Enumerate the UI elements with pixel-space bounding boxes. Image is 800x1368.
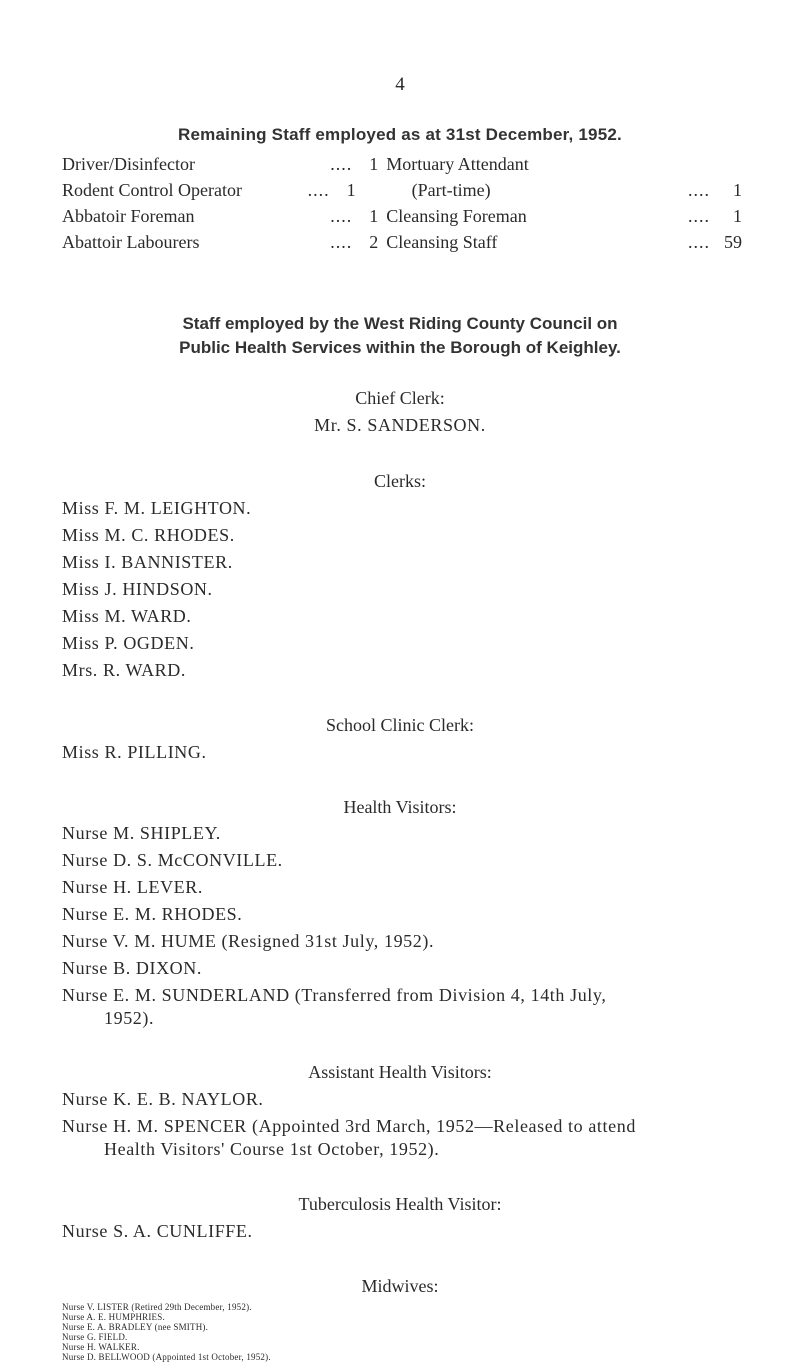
- leader-dots: ....: [688, 206, 710, 226]
- staff-role: Driver/Disinfector: [62, 154, 195, 174]
- school-clinic-clerk-name: Miss R. PILLING.: [62, 742, 207, 762]
- staff-role: Mortuary Attendant: [386, 154, 529, 174]
- page-number: 4: [395, 74, 405, 95]
- clerk-name: Miss J. HINDSON.: [62, 579, 213, 599]
- health-visitor-name: Nurse D. S. McCONVILLE.: [62, 850, 283, 870]
- midwife-name: Nurse E. A. BRADLEY (nee SMITH).: [62, 1322, 209, 1332]
- midwife-name: Nurse D. BELLWOOD (Appointed 1st October, 1952).: [62, 1352, 271, 1362]
- leader-dots: ....: [307, 180, 330, 200]
- tuberculosis-health-visitor-title: Tuberculosis Health Visitor:: [298, 1194, 502, 1214]
- staff-row: [62, 203, 742, 229]
- assistant-health-visitor-name-continued: Health Visitors' Course 1st October, 1952).: [104, 1139, 440, 1159]
- leader-dots: ....: [688, 232, 710, 252]
- leader-dots: ....: [330, 232, 353, 252]
- tuberculosis-health-visitor-name: Nurse S. A. CUNLIFFE.: [62, 1221, 253, 1241]
- county-council-heading: [0, 312, 800, 360]
- staff-role: Cleansing Staff: [386, 232, 498, 252]
- health-visitor-name: Nurse B. DIXON.: [62, 958, 202, 978]
- clerk-name: Miss F. M. LEIGHTON.: [62, 498, 252, 518]
- leader-dots: [529, 151, 718, 177]
- clerk-name: Mrs. R. WARD.: [62, 660, 186, 680]
- staff-row: [62, 229, 742, 255]
- midwife-name: Nurse V. LISTER (Retired 29th December, 1952).: [62, 1302, 252, 1312]
- staff-count: 2: [369, 232, 379, 252]
- staff-count: 1: [733, 180, 742, 200]
- staff-count: 1: [369, 206, 379, 226]
- clerk-name: Miss M. WARD.: [62, 606, 192, 626]
- staff-count-table: [62, 151, 742, 255]
- staff-role: Abbatoir Foreman: [62, 206, 195, 226]
- health-visitor-name-continued: 1952).: [104, 1008, 155, 1028]
- assistant-health-visitors-title: Assistant Health Visitors:: [308, 1062, 492, 1082]
- staff-count: 1: [346, 180, 356, 200]
- staff-role: Abattoir Labourers: [62, 232, 200, 252]
- clerk-name: Miss P. OGDEN.: [62, 633, 195, 653]
- staff-role: Rodent Control Operator: [62, 180, 242, 200]
- leader-dots: ....: [330, 154, 353, 174]
- chief-clerk-name: Mr. S. SANDERSON.: [314, 415, 486, 435]
- assistant-health-visitor-name: Nurse H. M. SPENCER (Appointed 3rd March, 1952—Released to attend: [62, 1116, 636, 1136]
- midwives-title: Midwives:: [361, 1276, 439, 1296]
- health-visitor-name: Nurse E. M. SUNDERLAND (Transferred from Division 4, 14th July,: [62, 985, 607, 1005]
- staff-count: 1: [369, 154, 379, 174]
- health-visitor-name: Nurse E. M. RHODES.: [62, 904, 243, 924]
- health-visitor-name: Nurse V. M. HUME (Resigned 31st July, 1952).: [62, 931, 435, 951]
- remaining-staff-title: Remaining Staff employed as at 31st December, 1952.: [178, 125, 622, 144]
- staff-row: [62, 151, 742, 177]
- staff-count: 1: [733, 206, 742, 226]
- staff-count: 59: [724, 232, 742, 252]
- midwife-name: Nurse A. E. HUMPHRIES.: [62, 1312, 165, 1322]
- midwife-name: Nurse H. WALKER.: [62, 1342, 140, 1352]
- clerk-name: Miss M. C. RHODES.: [62, 525, 235, 545]
- health-visitors-title: Health Visitors:: [343, 797, 457, 817]
- health-visitor-name: Nurse H. LEVER.: [62, 877, 203, 897]
- county-heading-line: Staff employed by the West Riding County Council on: [182, 314, 618, 333]
- clerk-name: Miss I. BANNISTER.: [62, 552, 233, 572]
- school-clinic-clerk-title: School Clinic Clerk:: [326, 715, 474, 735]
- midwife-name: Nurse G. FIELD.: [62, 1332, 128, 1342]
- county-heading-line: Public Health Services within the Borough of Keighley.: [179, 338, 621, 357]
- health-visitor-name: Nurse M. SHIPLEY.: [62, 823, 221, 843]
- chief-clerk-title: Chief Clerk:: [355, 388, 445, 408]
- clerks-title: Clerks:: [374, 471, 426, 491]
- leader-dots: ....: [688, 180, 710, 200]
- leader-dots: ....: [330, 206, 353, 226]
- staff-row: [62, 177, 742, 203]
- staff-role: Cleansing Foreman: [386, 206, 527, 226]
- assistant-health-visitor-name: Nurse K. E. B. NAYLOR.: [62, 1089, 264, 1109]
- staff-role: (Part-time): [411, 180, 491, 200]
- staff-count: [718, 151, 742, 177]
